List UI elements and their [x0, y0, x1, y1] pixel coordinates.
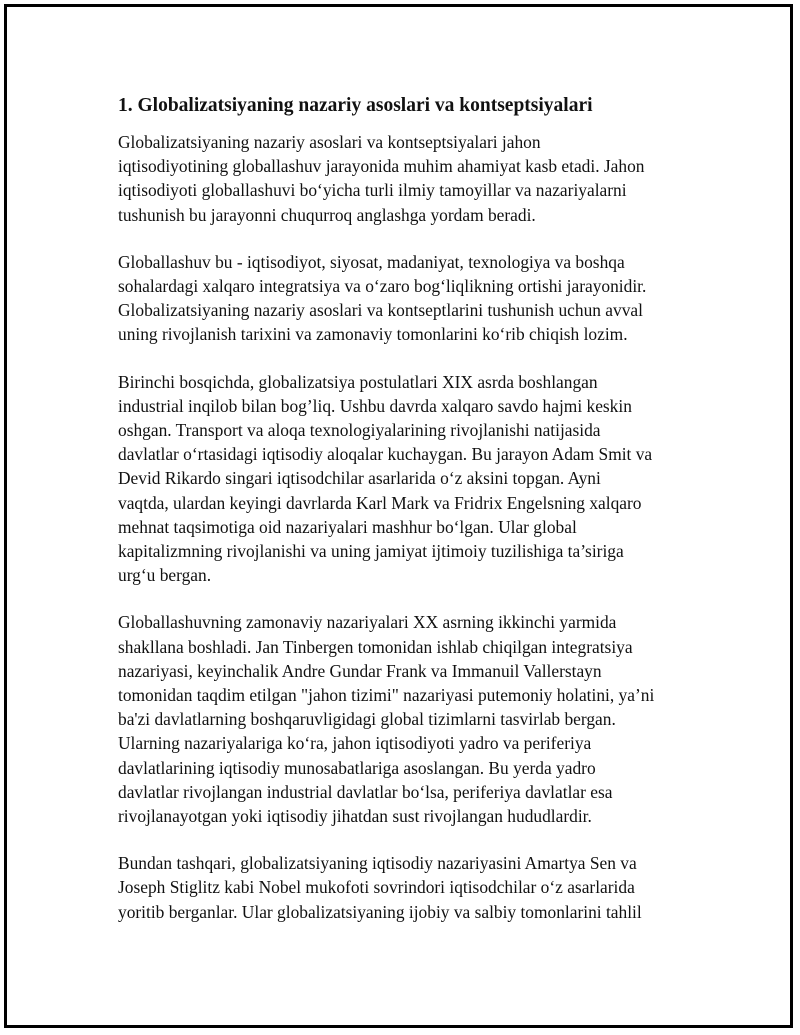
text-line: Bundan tashqari, globalizatsiyaning iqtisodiy nazariyasini Amartya Sen va	[118, 853, 637, 874]
text-line: rivojlanayotgan yoki iqtisodiy jihatdan sust rivojlangan hududlardir.	[118, 806, 592, 827]
text-line: Globalizatsiyaning nazariy asoslari va kontseptsiyalari jahon	[118, 132, 541, 152]
text-line: vaqtda, ulardan keyingi davrlarda Karl Mark va Fridrix Engelsning xalqaro	[118, 492, 642, 513]
text-line: Globallashuv bu - iqtisodiyot, siyosat, madaniyat, texnologiya va boshqa	[118, 251, 625, 272]
text-line: industrial inqilob bilan bog’liq. Ushbu davrda xalqaro savdo hajmi keskin	[118, 395, 632, 416]
text-line: davlatlar o‘rtasidagi iqtisodiy aloqalar kuchaygan. Bu jarayon Adam Smit va	[118, 444, 653, 465]
text-line: nazariyasi, keyinchalik Andre Gundar Frank va Immanuil Vallerstayn	[118, 660, 602, 681]
paragraph-1	[118, 130, 693, 227]
paragraph-4	[118, 610, 693, 828]
text-line: Globalizatsiyaning nazariy asoslari va kontseptlarini tushunish uchun avval	[118, 300, 643, 321]
paragraph-3	[118, 370, 693, 588]
text-line: Globallashuvning zamonaviy nazariyalari XX asrning ikkinchi yarmida	[118, 612, 617, 633]
document-body	[118, 93, 693, 947]
text-line: oshgan. Transport va aloqa texnologiyalarining rivojlanishi natijasida	[118, 420, 601, 441]
text-line: tomonidan taqdim etilgan "jahon tizimi" nazariyasi putemoniy holatini, ya’ni	[118, 685, 655, 706]
text-line: yoritib berganlar. Ular globalizatsiyaning ijobiy va salbiy tomonlarini tahlil	[118, 901, 642, 922]
paragraph-5	[118, 851, 693, 924]
text-line: tushunish bu jarayonni chuqurroq anglashga yordam beradi.	[118, 204, 536, 225]
text-line: kapitalizmning rivojlanishi va uning jamiyat ijtimoiy tuzilishiga ta’siriga	[118, 541, 624, 562]
text-line: Devid Rikardo singari iqtisodchilar asarlarida o‘z aksini topgan. Ayni	[118, 468, 601, 489]
text-line: mehnat taqsimotiga oid nazariyalari mashhur bo‘lgan. Ular global	[118, 516, 577, 537]
text-line: davlatlarining iqtisodiy munosabatlariga asoslangan. Bu yerda yadro	[118, 757, 596, 778]
text-line: shakllana boshladi. Jan Tinbergen tomonidan ishlab chiqilgan integratsiya	[118, 636, 633, 657]
text-line: iqtisodiyotining globallashuv jarayonida muhim ahamiyat kasb etadi. Jahon	[118, 156, 645, 177]
text-line: sohalardagi xalqaro integratsiya va o‘zaro bog‘liqlikning ortishi jarayonidir.	[118, 276, 647, 297]
text-line: Ularning nazariyalariga ko‘ra, jahon iqtisodiyoti yadro va periferiya	[118, 733, 592, 754]
text-line: Birinchi bosqichda, globalizatsiya postulatlari XIX asrda boshlangan	[118, 371, 598, 392]
paragraph-2	[118, 250, 693, 347]
text-line: ba'zi davlatlarning boshqaruvligidagi global tizimlarni tasvirlab bergan.	[118, 709, 616, 730]
text-line: urg‘u bergan.	[118, 565, 212, 586]
text-line: Joseph Stiglitz kabi Nobel mukofoti sovrindori iqtisodchilar o‘z asarlarida	[118, 877, 635, 898]
text-line: davlatlar rivojlangan industrial davlatlar bo‘lsa, periferiya davlatlar esa	[118, 781, 613, 802]
text-line: uning rivojlanish tarixini va zamonaviy tomonlarini ko‘rib chiqish lozim.	[118, 324, 628, 345]
text-line: iqtisodiyoti globallashuvi bo‘yicha turli ilmiy tamoyillar va nazariyalarni	[118, 180, 627, 201]
section-heading: 1. Globalizatsiyaning nazariy asoslari va kontseptsiyalari	[118, 95, 593, 116]
